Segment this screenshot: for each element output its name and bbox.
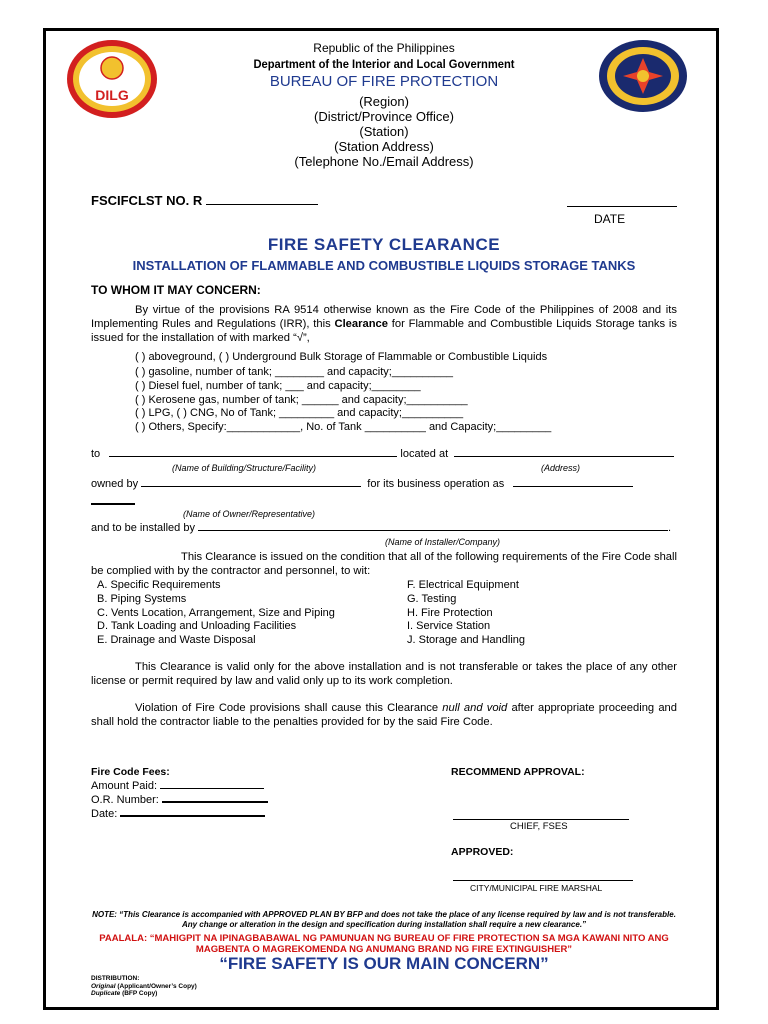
date-line [567,206,677,207]
owned-by-continuation [91,503,135,505]
distribution-original: Original (Applicant/Owner’s Copy) [91,982,197,990]
conditions-intro: This Clearance is issued on the condition that all of the following requirements of the Fire Code shall be complied with by the contractor and personnel, to wit: [91,551,677,577]
department: Department of the Interior and Local Government [253,57,515,71]
station: (Station) [359,124,409,139]
approved-label: APPROVED: [451,846,514,858]
fees-title: Fire Code Fees: [91,766,170,778]
condition-item: H. Fire Protection [407,606,493,619]
condition-item: E. Drainage and Waste Disposal [97,634,256,647]
condition-item: I. Service Station [407,620,491,633]
checklist-item: ( ) LPG, ( ) CNG, No of Tank; _________ and capacity;__________ [135,407,464,419]
owned-by-field: owned by for its business operation as [91,478,633,490]
distribution [91,975,197,998]
condition-item: J. Storage and Handling [407,634,526,647]
condition-item: A. Specific Requirements [97,579,221,591]
checklist-item: ( ) Kerosene gas, number of tank; ______ and capacity;__________ [135,394,468,406]
condition-item: F. Electrical Equipment [407,579,519,591]
marshal-signature-line [453,880,633,881]
svg-text:DILG: DILG [95,87,129,103]
fee-date: Date: [91,808,265,820]
checklist-item: ( ) aboveground, ( ) Underground Bulk Storage of Flammable or Combustible Liquids [135,351,548,363]
district: (District/Province Office) [314,109,454,124]
to-field: to located at [91,448,674,460]
note: NOTE: “This Clearance is accompanied with APPROVED PLAN BY BFP and does not take the place of any license required by law and is not transferable. Any change or alteration in the design and specification during installation shall require a new clearance.” [92,910,676,929]
checklist-item: ( ) Diesel fuel, number of tank; ___ and capacity;________ [135,380,421,392]
chief-signature-line [453,819,629,820]
distribution-label: DISTRIBUTION: [91,975,140,982]
or-number: O.R. Number: [91,794,268,806]
republic: Republic of the Philippines [313,41,455,55]
recommend-approval: RECOMMEND APPROVAL: [451,766,585,778]
condition-item: B. Piping Systems [97,592,187,605]
validity-paragraph: This Clearance is valid only for the above installation and is not transferable or takes the place of any other license or permit required by law and valid only up to its work completion. [91,661,677,687]
owner-caption: (Name of Owner/Representative) [183,509,316,519]
page-border [43,28,719,1010]
address-caption: (Address) [541,463,581,473]
title: FIRE SAFETY CLEARANCE [267,235,501,254]
bureau: BUREAU OF FIRE PROTECTION [269,73,499,90]
reference-number: FSCIFCLST NO. R [91,193,318,208]
distribution-duplicate: Duplicate (BFP Copy) [91,990,158,997]
region: (Region) [359,94,409,109]
telephone: (Telephone No./Email Address) [294,154,474,169]
intro-paragraph: By virtue of the provisions RA 9514 otherwise known as the Fire Code of the Philippines of 2008 and its Implementing Rules and Regulations (IRR), this Clearance for Flammable and Combustible Liquids Storage tanks is issued for the installation of with marked “√”, [91,304,677,344]
checklist-item: ( ) Others, Specify:____________, No. of Tank __________ and Capacity;_________ [135,421,552,433]
amount-paid: Amount Paid: [91,780,264,792]
violation-paragraph: Violation of Fire Code provisions shall cause this Clearance null and void after appropriate proceeding and shall hold the contractor liable to the penalties provided for by the said Fire Code. [91,702,677,728]
checklist-item: ( ) gasoline, number of tank; ________ and capacity;__________ [135,366,454,378]
marshal-title: CITY/MUNICIPAL FIRE MARSHAL [470,883,603,893]
installed-by-field: and to be installed by . [91,522,672,534]
installer-caption: (Name of Installer/Company) [385,537,501,547]
salutation: TO WHOM IT MAY CONCERN: [91,283,261,297]
station-address: (Station Address) [334,139,434,154]
slogan: “FIRE SAFETY IS OUR MAIN CONCERN” [219,954,549,973]
conditions-right-list [407,579,525,648]
condition-item: D. Tank Loading and Unloading Facilities [97,620,297,633]
condition-item: C. Vents Location, Arrangement, Size and Piping [97,606,335,619]
chief-title: CHIEF, FSES [510,821,568,832]
conditions-left-list [97,579,335,648]
subtitle: INSTALLATION OF FLAMMABLE AND COMBUSTIBLE LIQUIDS STORAGE TANKS [132,258,636,273]
date-label: DATE [594,212,626,226]
building-caption: (Name of Building/Structure/Facility) [172,463,317,473]
condition-item: G. Testing [407,592,457,605]
paalala-notice: PAALALA: “MAHIGPIT NA IPINAGBABAWAL NG PAMUNUAN NG BUREAU OF FIRE PROTECTION SA MGA KAWANI NITO ANG MAGBENTA O MAGREKOMENDA NG ANUMANG BRAND NG FIRE EXTINGUISHER” [99,933,669,955]
